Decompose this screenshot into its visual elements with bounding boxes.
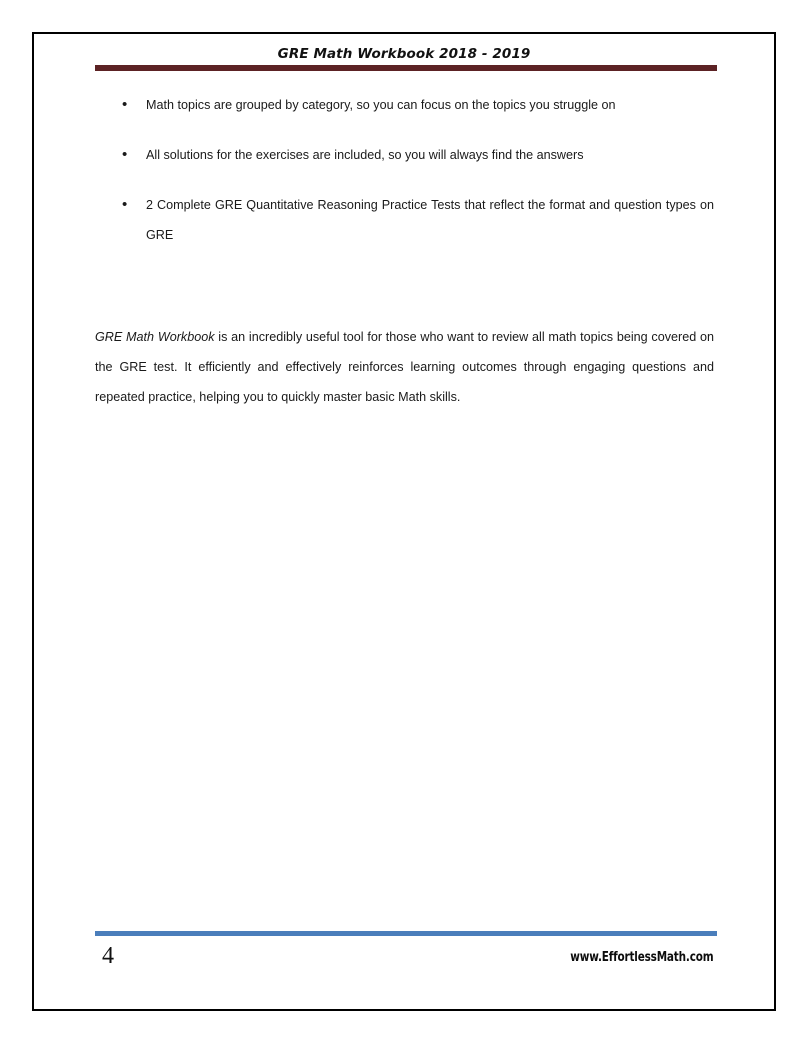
list-item-text: Math topics are grouped by category, so you can focus on the topics you struggle on — [146, 98, 616, 112]
bullet-marker-icon: • — [122, 196, 128, 213]
page-content — [95, 90, 714, 412]
page-footer — [34, 925, 774, 1009]
book-title-emphasis: GRE Math Workbook — [95, 330, 215, 344]
page-header — [34, 34, 774, 78]
header-divider-rule — [95, 65, 717, 71]
list-item — [95, 90, 714, 120]
list-item — [95, 190, 714, 280]
feature-bullet-list — [95, 90, 714, 280]
bullet-marker-icon: • — [122, 96, 128, 113]
page-number: 4 — [102, 943, 114, 969]
footer-divider-rule — [95, 931, 717, 936]
bullet-marker-icon: • — [122, 146, 128, 163]
header-title: GRE Math Workbook 2018 - 2019 — [277, 46, 531, 62]
list-item-text: All solutions for the exercises are included, so you will always find the answers — [146, 148, 584, 162]
site-url: www.EffortlessMath.com — [569, 949, 713, 965]
list-item — [95, 140, 714, 170]
body-paragraph — [95, 322, 714, 412]
list-item-text: 2 Complete GRE Quantitative Reasoning Practice Tests that reflect the format and question types on GRE — [146, 198, 714, 242]
document-page — [32, 32, 776, 1011]
body-paragraph-text: is an incredibly useful tool for those who want to review all math topics being covered on the GRE test. It efficiently and effectively reinforces learning outcomes through engaging questions and repeated practice, helping you to quickly master basic Math skills. — [95, 330, 714, 404]
